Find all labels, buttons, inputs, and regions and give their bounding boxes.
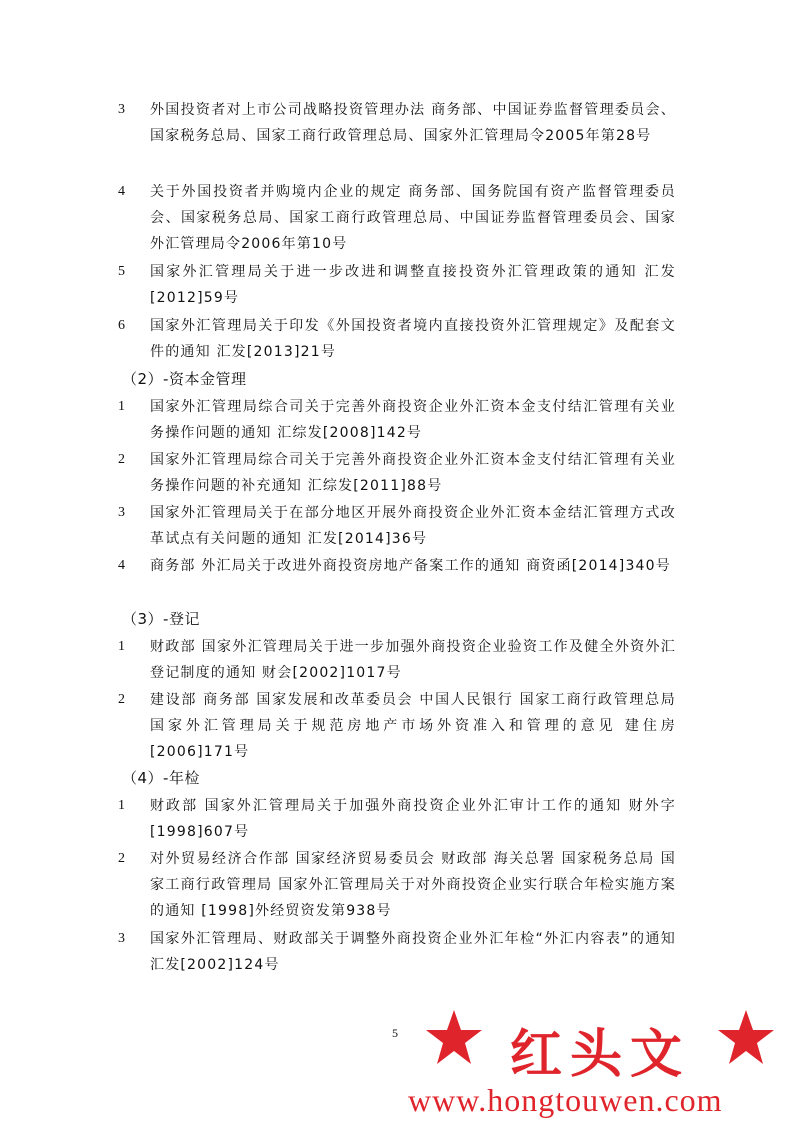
item-number: 1 <box>118 798 125 813</box>
item-text: 国家外汇管理局关于进一步改进和调整直接投资外汇管理政策的通知 汇发[2012]59号 <box>150 264 676 306</box>
item-number: 4 <box>118 558 125 573</box>
item-text: 财政部 国家外汇管理局关于加强外商投资企业外汇审计工作的通知 财外字[1998]607号 <box>150 798 676 840</box>
item-number: 3 <box>118 505 125 520</box>
item-number: 2 <box>118 851 125 866</box>
item-number: 1 <box>118 639 125 654</box>
item-number: 6 <box>118 318 125 333</box>
item-number: 3 <box>118 102 125 117</box>
item-text: 国家外汇管理局综合司关于完善外商投资企业外汇资本金支付结汇管理有关业务操作问题的通知 汇综发[2008]142号 <box>150 399 676 441</box>
item-text: 国家外汇管理局关于在部分地区开展外商投资企业外汇资本金结汇管理方式改革试点有关问题的通知 汇发[2014]36号 <box>150 505 676 547</box>
item-number: 2 <box>118 452 125 467</box>
page-number: 5 <box>392 1026 398 1040</box>
section-heading-capital: （2）-资本金管理 <box>122 370 247 388</box>
item-text: 对外贸易经济合作部 国家经济贸易委员会 财政部 海关总署 国家税务总局 国家工商行政管理局 国家外汇管理局关于对外商投资企业实行联合年检实施方案的通知 [1998]外经贸资发第938号 <box>150 851 676 919</box>
item-number: 5 <box>118 264 125 279</box>
item-text: 财政部 国家外汇管理局关于进一步加强外商投资企业验资工作及健全外资外汇登记制度的通知 财会[2002]1017号 <box>150 639 676 681</box>
section-heading-registration: （3）-登记 <box>122 610 200 628</box>
item-text: 外国投资者对上市公司战略投资管理办法 商务部、中国证券监督管理委员会、国家税务总局、国家工商行政管理总局、国家外汇管理局令2005年第28号 <box>150 102 676 144</box>
star-icon <box>424 1008 484 1068</box>
item-text: 建设部 商务部 国家发展和改革委员会 中国人民银行 国家工商行政管理总局 国家外汇管理局关于规范房地产市场外资准入和管理的意见 建住房[2006]171号 <box>150 692 676 760</box>
item-number: 4 <box>118 184 125 199</box>
watermark-url: www.hongtouwen.com <box>408 1082 723 1118</box>
star-icon <box>716 1008 776 1068</box>
item-number: 2 <box>118 692 125 707</box>
item-text: 国家外汇管理局、财政部关于调整外商投资企业外汇年检“外汇内容表”的通知 汇发[2002]124号 <box>150 931 676 973</box>
item-text: 国家外汇管理局综合司关于完善外商投资企业外汇资本金支付结汇管理有关业务操作问题的补充通知 汇综发[2011]88号 <box>150 452 676 494</box>
item-number: 1 <box>118 399 125 414</box>
watermark-brand: 红头文 <box>510 1024 691 1085</box>
section-heading-annual-inspection: （4）-年检 <box>122 769 200 787</box>
item-text: 关于外国投资者并购境内企业的规定 商务部、国务院国有资产监督管理委员会、国家税务总局、国家工商行政管理总局、中国证券监督管理委员会、国家外汇管理局令2006年第10号 <box>150 184 676 252</box>
watermark <box>400 1000 794 1123</box>
item-text: 国家外汇管理局关于印发《外国投资者境内直接投资外汇管理规定》及配套文件的通知 汇发[2013]21号 <box>150 318 676 360</box>
item-text: 商务部 外汇局关于改进外商投资房地产备案工作的通知 商资函[2014]340号 <box>150 558 671 574</box>
item-number: 3 <box>118 931 125 946</box>
